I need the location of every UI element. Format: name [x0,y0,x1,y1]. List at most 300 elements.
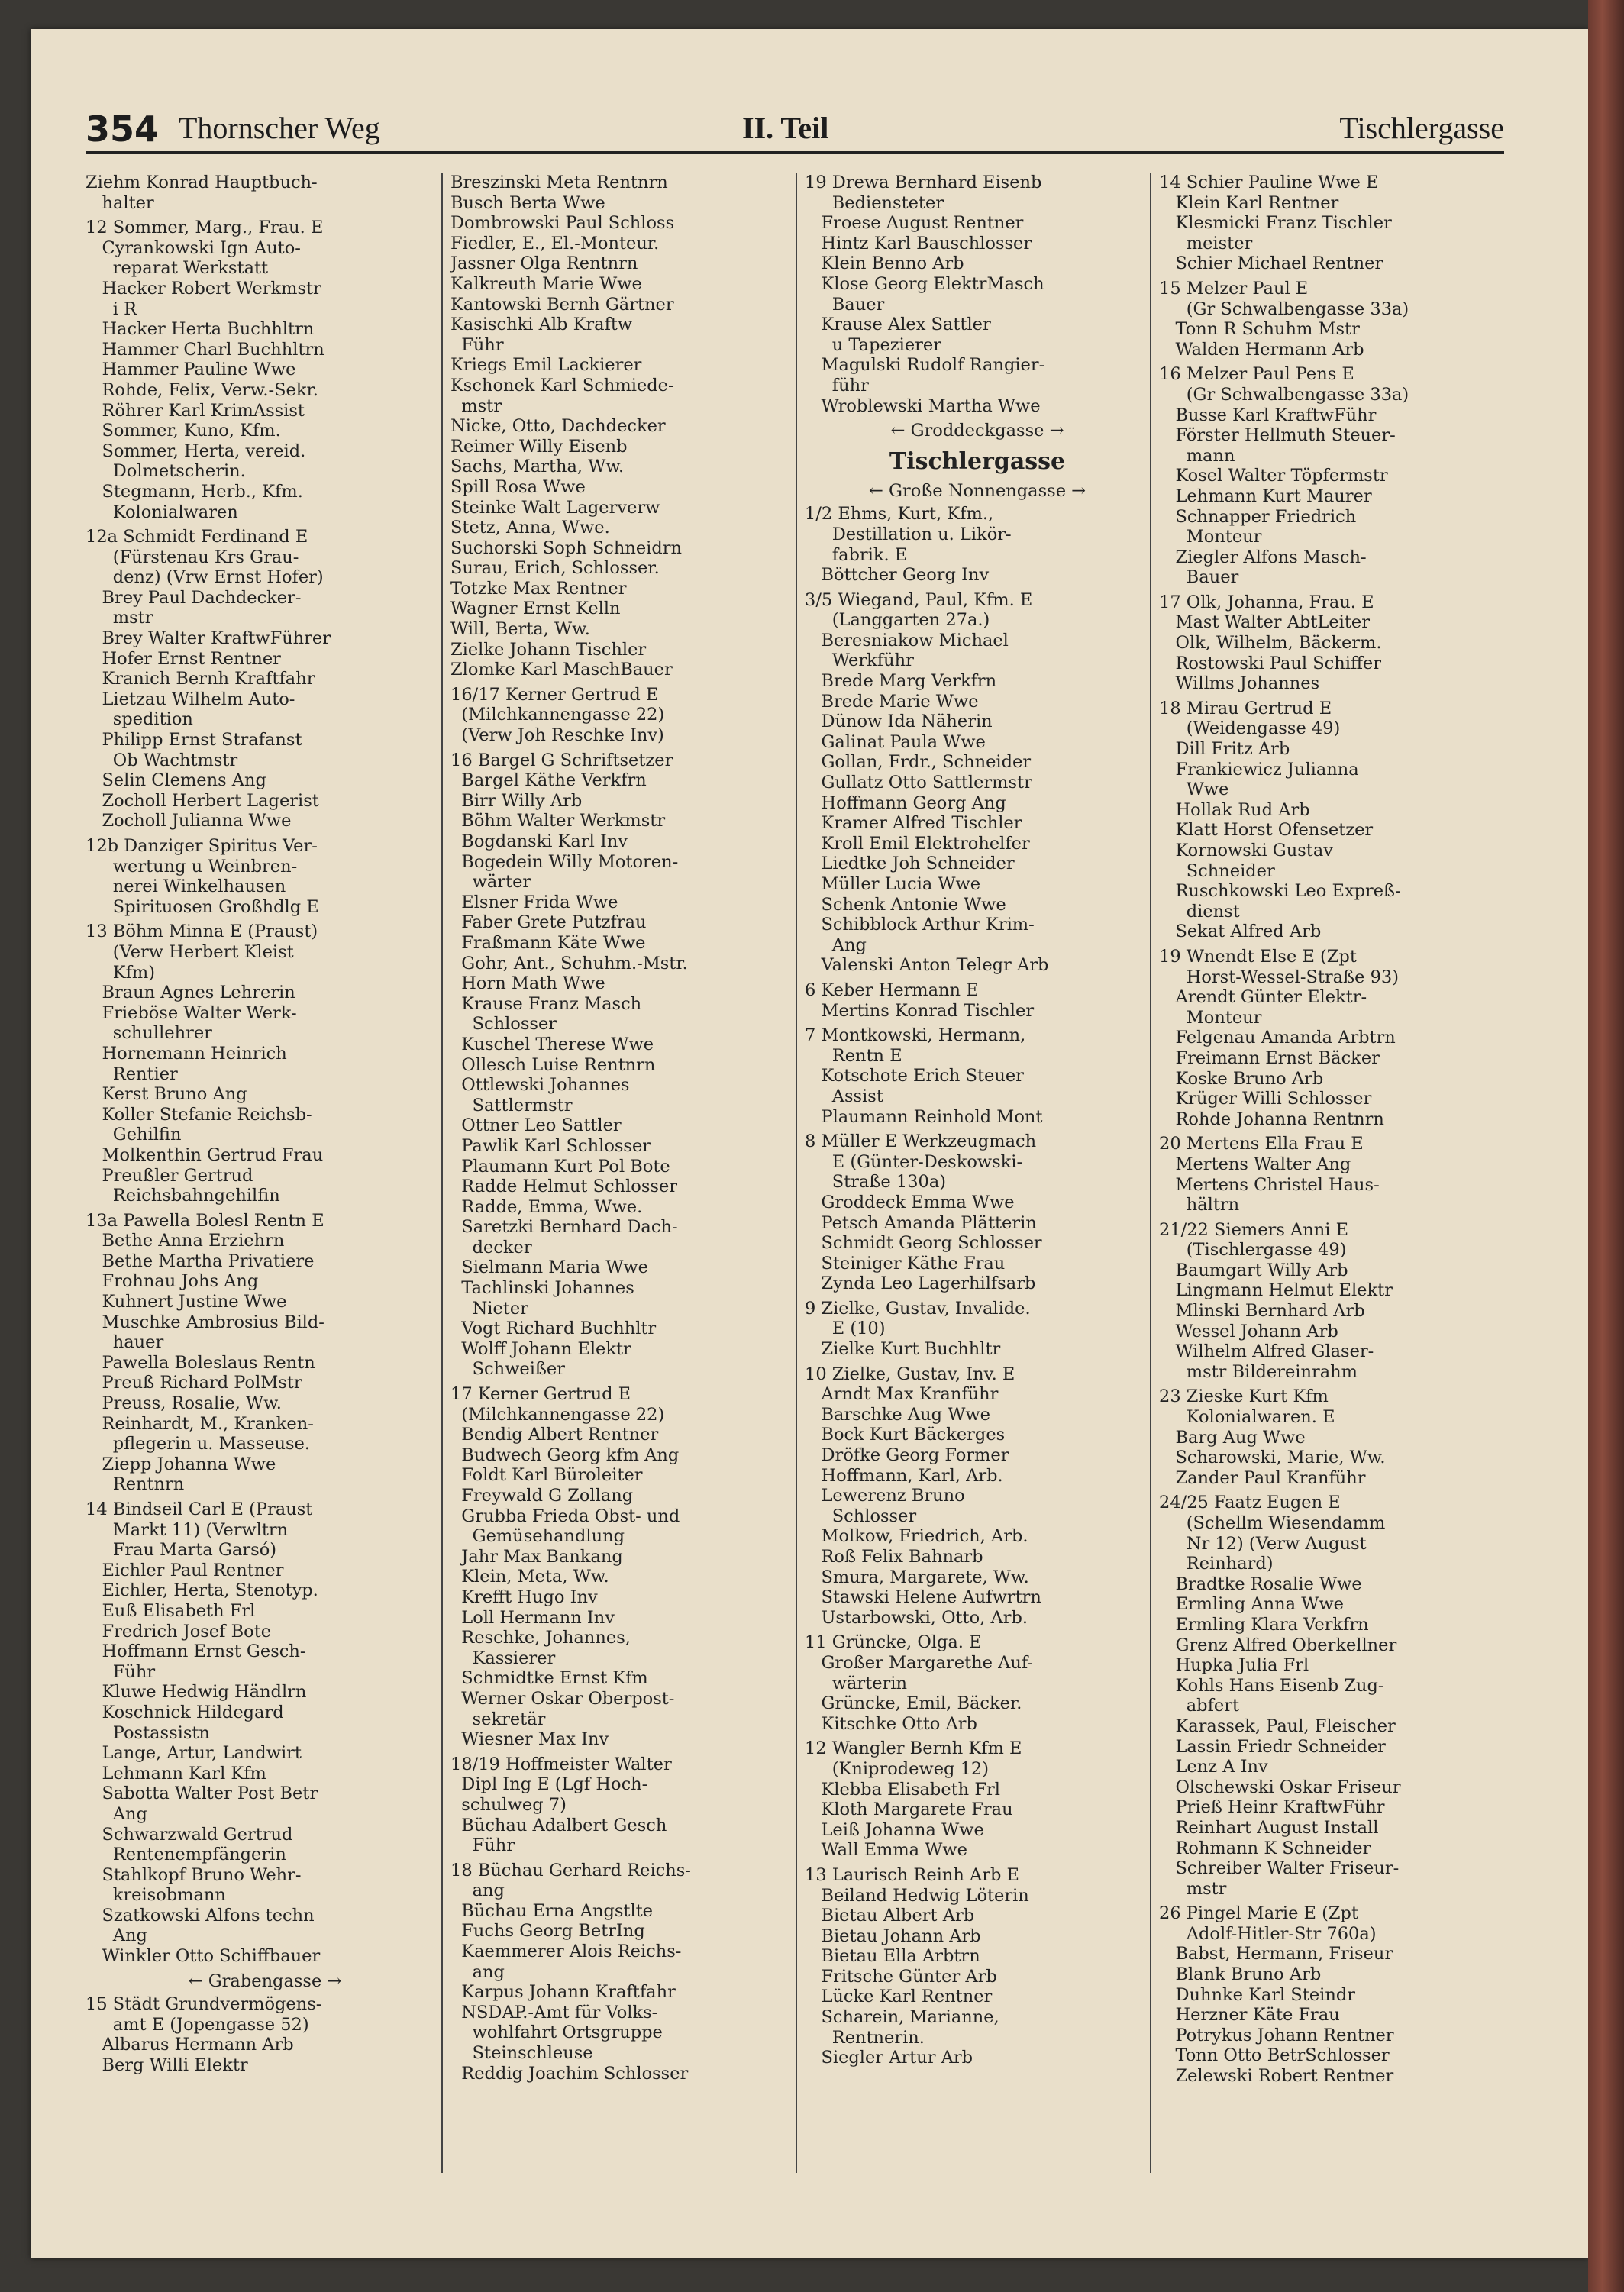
directory-line: Bethe Martha Privatiere [86,1251,315,1271]
directory-line: Grenz Alfred Oberkellner [1159,1635,1397,1655]
cross-street-marker: ← Große Nonnengasse → [868,480,1086,501]
directory-line: (Kniprodeweg 12) [805,1758,989,1779]
directory-line: Großer Margarethe Auf- [805,1652,1033,1673]
directory-line: Schier Michael Rentner [1159,253,1383,274]
directory-line: Euß Elisabeth Frl [86,1600,256,1621]
directory-line: 12a Schmidt Ferdinand E [86,527,308,547]
directory-line: Lange, Artur, Landwirt [86,1743,302,1764]
directory-line: Saretzki Bernhard Dach- [450,1217,678,1238]
directory-line: Stetz, Anna, Wwe. [450,518,610,538]
directory-line: Ottlewski Johannes [450,1075,630,1096]
directory-line: Albarus Hermann Arb [86,2035,294,2055]
directory-line: Foldt Karl Büroleiter [450,1465,643,1486]
directory-line: Kerst Bruno Ang [86,1084,247,1105]
directory-line: Hornemann Heinrich [86,1043,287,1064]
directory-line: spedition [86,709,193,730]
directory-line: Gullatz Otto Sattlermstr [805,773,1032,793]
directory-line: Bediensteter [805,192,944,213]
directory-line: (Fürstenau Krs Grau- [86,547,299,567]
directory-line: Förster Hellmuth Steuer- [1159,425,1396,446]
directory-line: Kluwe Hedwig Händlrn [86,1682,307,1703]
directory-line: Bietau Albert Arb [805,1906,975,1926]
directory-line: (Verw Joh Reschke Inv) [450,725,664,746]
directory-line: Ziegler Alfons Masch- [1159,547,1367,567]
directory-line: Schnapper Friedrich [1159,506,1357,527]
directory-line: Vogt Richard Buchhltr [450,1319,657,1339]
directory-line: Müller Lucia Wwe [805,874,981,894]
directory-line: Sielmann Maria Wwe [450,1257,648,1278]
directory-line: sekretär [450,1709,546,1729]
directory-line: Reschke, Johannes, [450,1628,631,1648]
directory-line: Radde Helmut Schlosser [450,1177,678,1197]
directory-line: Kriegs Emil Lackierer [450,355,642,376]
directory-line: 14 Schier Pauline Wwe E [1159,173,1379,192]
directory-line: Mlinski Bernhard Arb [1159,1301,1365,1322]
directory-line: Bendig Albert Rentner [450,1425,659,1445]
directory-line: 15 Städt Grundvermögens- [86,1994,322,2015]
directory-line: Brey Walter KraftwFührer [86,628,331,649]
directory-line: Rostowski Paul Schiffer [1159,653,1382,673]
directory-line: Wilhelm Alfred Glaser- [1159,1341,1374,1362]
directory-line: 11 Grüncke, Olga. E [805,1632,982,1653]
directory-line: Arendt Günter Elektr- [1159,987,1367,1008]
directory-line: Bock Kurt Bäckerges [805,1425,1006,1445]
directory-line: Gollan, Frdr., Schneider [805,752,1032,773]
directory-line: Hammer Charl Buchhltrn [86,339,324,360]
directory-line: Karassek, Paul, Fleischer [1159,1716,1396,1736]
directory-line: Valenski Anton Telegr Arb [805,955,1049,976]
directory-line: Kolonialwaren [86,502,238,522]
directory-line: Lücke Karl Rentner [805,1987,993,2007]
directory-line: Froese August Rentner [805,213,1024,234]
directory-line: Tachlinski Johannes [450,1278,634,1299]
directory-line: hauer [86,1332,164,1353]
directory-line: Rentnrn [86,1474,185,1495]
directory-line: Ermling Anna Wwe [1159,1594,1344,1615]
directory-line: wärter [450,872,531,893]
directory-line: (Schellm Wiesendamm [1159,1513,1386,1533]
directory-line: Koske Bruno Arb [1159,1068,1324,1089]
directory-line: Nr 12) (Verw August [1159,1533,1367,1554]
directory-line: (Milchkannengasse 22) [450,705,665,725]
directory-line: meister [1159,233,1253,253]
directory-line: Dipl Ing E (Lgf Hoch- [450,1774,648,1795]
directory-line: Führ [450,334,504,355]
directory-line: 23 Zieske Kurt Kfm [1159,1386,1329,1407]
directory-line: 19 Wnendt Else E (Zpt [1159,946,1357,967]
directory-line: Kloth Margarete Frau [805,1800,1013,1820]
directory-line: Klesmicki Franz Tischler [1159,213,1392,234]
directory-line: Brede Marie Wwe [805,691,979,712]
directory-line: Freimann Ernst Bäcker [1159,1048,1380,1068]
directory-line: Monteur [1159,527,1262,547]
directory-line: Kassierer [450,1648,556,1668]
directory-line: Kitschke Otto Arb [805,1713,977,1734]
directory-line: Bogdanski Karl Inv [450,831,628,851]
directory-line: Fredrich Josef Bote [86,1621,272,1642]
cross-street-marker: ← Grabengasse → [188,1971,342,1991]
directory-line: Stegmann, Herb., Kfm. [86,481,303,502]
directory-line: Birr Willy Arb [450,790,583,811]
directory-line: Totzke Max Rentner [450,578,627,599]
directory-line: Postassistn [86,1722,210,1743]
directory-line: Hammer Pauline Wwe [86,360,296,380]
directory-line: 13 Laurisch Reinh Arb E [805,1864,1019,1885]
directory-line: Brey Paul Dachdecker- [86,587,302,608]
directory-line: pflegerin u. Masseuse. [86,1434,310,1454]
directory-line: Beresniakow Michael [805,630,1009,650]
directory-line: fabrik. E [805,544,908,565]
directory-line: schullehrer [86,1023,212,1044]
directory-line: Gohr, Ant., Schuhm.-Mstr. [450,953,688,973]
directory-line: Jahr Max Bankang [450,1546,623,1567]
directory-line: Scharowski, Marie, Ww. [1159,1448,1386,1468]
directory-line: (Gr Schwalbengasse 33a) [1159,384,1409,405]
directory-line: Rentn E [805,1045,902,1066]
directory-line: Werkführ [805,650,914,671]
cross-street-marker: ← Groddeckgasse → [890,421,1064,441]
directory-line: Zielke Johann Tischler [450,639,647,660]
directory-line: Muschke Ambrosius Bild- [86,1312,324,1332]
directory-line: Schweißer [450,1359,565,1380]
directory-line: Rentenempfängerin [86,1845,286,1865]
directory-line: Olk, Wilhelm, Bäckerm. [1159,633,1382,654]
directory-line: wertung u Weinbren- [86,856,298,876]
header-right-title: Tischlergasse [1339,111,1504,145]
directory-line: Will, Berta, Ww. [450,619,590,640]
directory-line: Freywald G Zollang [450,1486,634,1506]
directory-line: Hintz Karl Bauschlosser [805,233,1032,253]
directory-line: 15 Melzer Paul E [1159,278,1309,299]
directory-line: Ottner Leo Sattler [450,1115,622,1136]
directory-line: Dill Fritz Arb [1159,739,1290,760]
directory-line: Szatkowski Alfons techn [86,1905,315,1926]
directory-line: Philipp Ernst Strafanst [86,730,302,751]
directory-line: Ruschkowski Leo Expreß- [1159,881,1401,902]
directory-line: Leiß Johanna Wwe [805,1819,984,1840]
directory-line: denz) (Vrw Ernst Hofer) [86,567,324,588]
directory-line: Willms Johannes [1159,673,1320,694]
directory-line: 21/22 Siemers Anni E [1159,1219,1349,1240]
directory-line: 14 Bindseil Carl E (Praust [86,1499,313,1519]
directory-line: Kolonialwaren. E [1159,1407,1335,1428]
directory-line: Grüncke, Emil, Bäcker. [805,1693,1022,1714]
directory-line: Wiesner Max Inv [450,1729,609,1750]
directory-line: Herzner Käte Frau [1159,2005,1340,2026]
column-2 [441,173,796,2173]
directory-line: 3/5 Wiegand, Paul, Kfm. E [805,589,1033,610]
directory-line: ang [450,1961,505,1982]
directory-line: Rohde Johanna Rentnrn [1159,1109,1384,1129]
directory-line: Führ [450,1835,515,1856]
directory-line: Liedtke Joh Schneider [805,854,1015,874]
directory-line: Markt 11) (Verwltrn [86,1519,289,1540]
directory-line: Siegler Artur Arb [805,2048,973,2068]
directory-line: Wwe [1159,780,1229,800]
directory-line: Prieß Heinr KraftwFühr [1159,1797,1385,1818]
directory-line: Hupka Julia Frl [1159,1655,1309,1676]
directory-line: Kotschote Erich Steuer [805,1066,1024,1086]
directory-line: Ang [86,1803,147,1824]
directory-line: Plaumann Reinhold Mont [805,1106,1043,1127]
directory-line: Kuhnert Justine Wwe [86,1292,287,1312]
directory-line: Schlosser [805,1506,917,1526]
directory-line: Kranich Bernh Kraftfahr [86,669,315,689]
directory-line: Bauer [805,294,885,315]
directory-line: Sekat Alfred Arb [1159,922,1322,942]
directory-line: Rohde, Felix, Verw.-Sekr. [86,379,318,400]
directory-line: Sattlermstr [450,1095,573,1115]
directory-line: Wroblewski Martha Wwe [805,395,1041,416]
directory-line: Busse Karl KraftwFühr [1159,405,1377,425]
directory-line: Spill Rosa Wwe [450,476,586,497]
directory-line: mann [1159,445,1235,466]
directory-line: Frau Marta Garsó) [86,1540,277,1561]
directory-line: Cyrankowski Ign Auto- [86,237,301,258]
directory-line: Assist [805,1086,883,1106]
directory-line: ang [450,1880,505,1901]
directory-line: i R [86,299,137,319]
directory-line: Steinke Walt Lagerverw [450,497,660,518]
directory-line: (Weidengasse 49) [1159,718,1341,739]
directory-line: Bradtke Rosalie Wwe [1159,1574,1362,1594]
directory-line: Reddig Joachim Schlosser [450,2063,689,2084]
directory-line: Frieböse Walter Werk- [86,1002,297,1023]
directory-line: Wagner Ernst Kelln [450,599,621,619]
directory-line: Wessel Johann Arb [1159,1321,1338,1341]
directory-line: Ob Wachtmstr [86,750,238,770]
directory-line: 10 Zielke, Gustav, Inv. E [805,1364,1015,1384]
directory-line: wärterin [805,1673,907,1693]
directory-line: Felgenau Amanda Arbtrn [1159,1028,1396,1048]
directory-line: Loll Hermann Inv [450,1607,615,1628]
directory-line: Büchau Adalbert Gesch [450,1815,667,1835]
directory-line: Hollak Rud Arb [1159,799,1310,820]
directory-line: 1/2 Ehms, Kurt, Kfm., [805,504,994,525]
directory-line: E (Günter-Deskowski- [805,1151,1023,1172]
directory-line: Walden Hermann Arb [1159,339,1364,360]
directory-line: Sommer, Kuno, Kfm. [86,421,281,441]
directory-line: Ang [805,935,867,955]
directory-line: Baumgart Willy Arb [1159,1260,1348,1280]
directory-line: Gehilfin [86,1125,182,1145]
directory-line: nerei Winkelhausen [86,876,286,897]
directory-line: 17 Olk, Johanna, Frau. E [1159,592,1374,612]
directory-line: Babst, Hermann, Friseur [1159,1944,1393,1964]
directory-line: Smura, Margarete, Ww. [805,1567,1029,1587]
directory-line: (Milchkannengasse 22) [450,1404,665,1425]
directory-line: Winkler Otto Schiffbauer [86,1946,321,1967]
directory-line: schulweg 7) [450,1794,567,1815]
directory-line: Krause Alex Sattler [805,315,991,335]
directory-line: 18 Büchau Gerhard Reichs- [450,1860,691,1880]
directory-line: Reinhard) [1159,1554,1274,1574]
directory-line: Kasischki Alb Kraftw [450,315,633,335]
directory-line: Stahlkopf Bruno Wehr- [86,1864,302,1885]
directory-line: Hoffmann Ernst Gesch- [86,1642,306,1662]
directory-line: Lietzau Wilhelm Auto- [86,689,295,709]
directory-line: Fuchs Georg BetrIng [450,1921,645,1942]
directory-line: Zlomke Karl MaschBauer [450,660,673,680]
directory-line: Ustarbowski, Otto, Arb. [805,1607,1028,1628]
directory-line: 12 Sommer, Marg., Frau. E [86,218,324,238]
directory-line: 16 Bargel G Schriftsetzer [450,750,673,770]
directory-line: Destillation u. Likör- [805,524,1012,544]
book-edge [1588,0,1624,2292]
directory-line: 26 Pingel Marie E (Zpt [1159,1903,1358,1924]
directory-line: Breszinski Meta Rentnrn [450,173,668,192]
directory-line: Groddeck Emma Wwe [805,1192,1015,1212]
column-4 [1150,173,1504,2173]
directory-line: decker [450,1237,532,1257]
directory-line: 16/17 Kerner Gertrud E [450,684,659,705]
directory-line: Böttcher Georg Inv [805,565,990,586]
directory-line: Spirituosen Großhdlg E [86,896,319,917]
directory-line: 9 Zielke, Gustav, Invalide. [805,1298,1031,1319]
page-header [86,108,1504,154]
directory-line: amt E (Jopengasse 52) [86,2014,309,2035]
directory-line: Sommer, Herta, vereid. [86,441,306,461]
directory-line: Bogedein Willy Motoren- [450,851,679,872]
directory-line: Krüger Willi Schlosser [1159,1089,1372,1109]
directory-line: Barschke Aug Wwe [805,1404,990,1425]
directory-line: 12b Danziger Spiritus Ver- [86,836,318,856]
directory-line: Klose Georg ElektrMasch [805,273,1044,294]
directory-line: Jassner Olga Rentnrn [450,253,638,274]
directory-line: Frankiewicz Julianna [1159,759,1359,780]
directory-line: Kornowski Gustav [1159,841,1333,860]
directory-line: Duhnke Karl Steindr [1159,1984,1356,2005]
directory-line: Steinschleuse [450,2043,593,2064]
directory-line: dienst [1159,901,1240,922]
directory-line: Reichsbahngehilfin [86,1186,280,1206]
directory-line: reparat Werkstatt [86,258,269,279]
directory-line: abfert [1159,1696,1240,1716]
directory-line: Sachs, Martha, Ww. [450,457,625,477]
directory-line: Hofer Ernst Rentner [86,648,281,669]
directory-line: Bethe Anna Erziehrn [86,1231,285,1251]
directory-line: 16 Melzer Paul Pens E [1159,364,1354,385]
directory-line: Selin Clemens Ang [86,770,266,791]
directory-line: Faber Grete Putzfrau [450,912,647,933]
directory-line: Röhrer Karl KrimAssist [86,400,305,421]
directory-line: Molkenthin Gertrud Frau [86,1144,324,1165]
directory-line: 17 Kerner Gertrud E [450,1384,631,1405]
directory-line: Ermling Klara Verkfrn [1159,1614,1369,1635]
directory-line: Nicke, Otto, Dachdecker [450,416,666,437]
directory-line: Beiland Hedwig Löterin [805,1885,1029,1906]
directory-line: 6 Keber Hermann E [805,980,979,1000]
directory-line: Krause Franz Masch [450,993,642,1014]
directory-line: Dolmetscherin. [86,461,246,482]
directory-line: Fritsche Günter Arb [805,1966,997,1987]
directory-line: Hacker Robert Werkmstr [86,278,321,299]
directory-line: Braun Agnes Lehrerin [86,983,295,1003]
directory-line: Rohmann K Schneider [1159,1838,1371,1858]
directory-line: Reimer Willy Eisenb [450,436,628,457]
directory-line: 13a Pawella Bolesl Rentn E [86,1210,324,1231]
directory-line: Lehmann Karl Kfm [86,1763,266,1784]
directory-line: Eichler Paul Rentner [86,1560,284,1580]
directory-line: Plaumann Kurt Pol Bote [450,1156,670,1177]
directory-line: Preußler Gertrud [86,1165,253,1186]
directory-line: Lewerenz Bruno [805,1486,965,1506]
directory-line: Preuß Richard PolMstr [86,1373,302,1393]
directory-line: Surau, Erich, Schlosser. [450,558,660,579]
directory-line: Bauer [1159,567,1239,588]
directory-line: Koller Stefanie Reichsb- [86,1104,312,1125]
directory-line: 12 Wangler Bernh Kfm E [805,1738,1022,1759]
directory-line: Horst-Wessel-Straße 93) [1159,967,1399,987]
directory-line: Karpus Johann Kraftfahr [450,1982,676,2003]
directory-line: Bietau Johann Arb [805,1926,981,1946]
directory-line: Brede Marg Verkfrn [805,671,997,692]
directory-line: Klatt Horst Ofensetzer [1159,820,1374,841]
directory-line: Mast Walter AbtLeiter [1159,612,1370,633]
street-heading: Tischlergasse [889,447,1066,475]
directory-line: Eichler, Herta, Stenotyp. [86,1580,318,1601]
directory-line: (Gr Schwalbengasse 33a) [1159,299,1409,319]
directory-line: Klein Karl Rentner [1159,192,1339,213]
directory-line: Tonn R Schuhm Mstr [1159,319,1360,340]
directory-line: Ang [86,1926,147,1946]
directory-line: Preuss, Rosalie, Ww. [86,1393,282,1414]
directory-line: Ziehm Konrad Hauptbuch- [86,173,318,192]
header-center-title: II. Teil [742,111,829,145]
directory-line: Kosel Walter Töpfermstr [1159,466,1388,486]
directory-line: Steiniger Käthe Frau [805,1253,1006,1274]
directory-line: Stawski Helene Aufwrtrn [805,1587,1041,1608]
directory-line: hältrn [1159,1195,1240,1215]
directory-line: Mertens Walter Ang [1159,1154,1351,1174]
directory-line: Roß Felix Bahnarb [805,1547,983,1567]
directory-line: Kalkreuth Marie Wwe [450,273,642,294]
directory-line: Böhm Walter Werkmstr [450,811,666,831]
directory-line: Schmidt Georg Schlosser [805,1233,1042,1254]
directory-line: wohlfahrt Ortsgruppe [450,2022,663,2043]
directory-line: Zielke Kurt Buchhltr [805,1339,1001,1360]
directory-line: Koschnick Hildegard [86,1702,284,1722]
directory-line: führ [805,375,869,395]
directory-line: Magulski Rudolf Rangier- [805,355,1045,376]
page-number: 354 [86,108,160,150]
directory-line: mstr [1159,1878,1227,1899]
directory-line: Kschonek Karl Schmiede- [450,375,674,395]
column-3 [796,173,1150,2173]
directory-line: Dröfke Georg Former [805,1445,1009,1466]
directory-line: Klein, Meta, Ww. [450,1567,609,1587]
directory-line: 19 Drewa Bernhard Eisenb [805,173,1042,192]
directory-line: Straße 130a) [805,1172,947,1193]
directory-line: Lenz A Inv [1159,1757,1268,1777]
directory-line: Klebba Elisabeth Frl [805,1779,1000,1800]
directory-line: mstr [450,395,502,416]
directory-line: Wolff Johann Elektr [450,1338,631,1359]
directory-line: Lingmann Helmut Elektr [1159,1280,1393,1301]
directory-line: Potrykus Johann Rentner [1159,2025,1394,2045]
directory-line: Busch Berta Wwe [450,192,605,213]
directory-line: Budwech Georg kfm Ang [450,1445,680,1465]
directory-line: Kramer Alfred Tischler [805,813,1022,834]
directory-line: Ziepp Johanna Wwe [86,1454,276,1474]
directory-line: Adolf-Hitler-Str 760a) [1159,1923,1377,1944]
directory-line: Gemüsehandlung [450,1526,625,1547]
directory-line: Mertens Christel Haus- [1159,1174,1380,1195]
directory-line: Schreiber Walter Friseur- [1159,1858,1400,1879]
directory-line: mstr Bildereinrahm [1159,1361,1358,1382]
directory-line: 8 Müller E Werkzeugmach [805,1131,1037,1152]
directory-line: mstr [86,608,153,628]
